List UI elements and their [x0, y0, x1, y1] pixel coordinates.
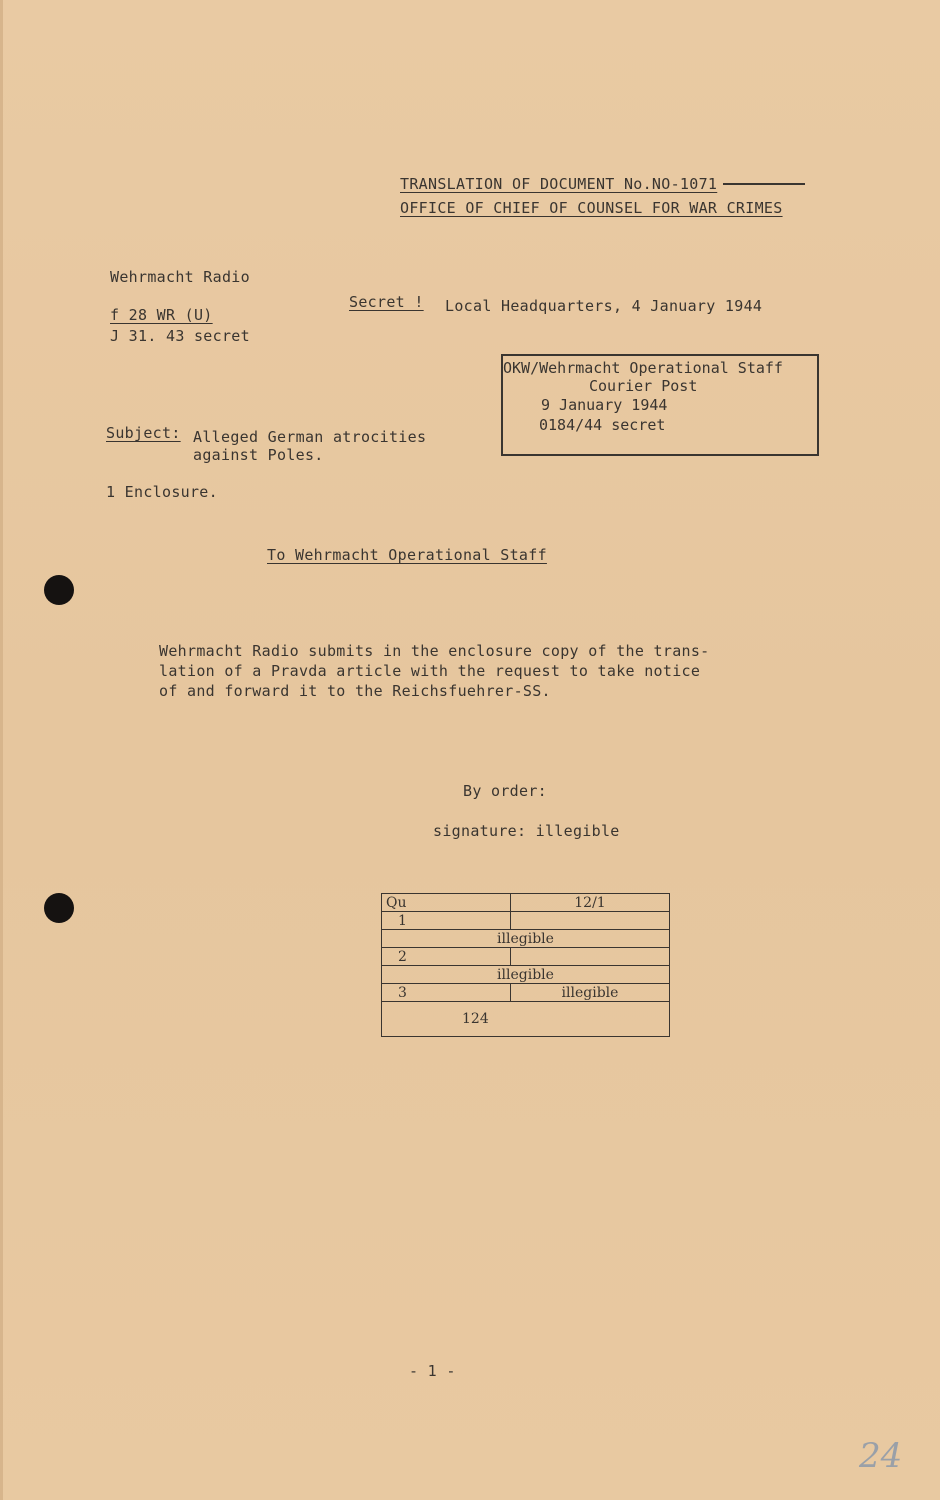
body-line-2: lation of a Pravda article with the request to take notice [159, 662, 701, 680]
file-reference: J 31. 43 secret [110, 327, 250, 345]
translation-heading: TRANSLATION OF DOCUMENT No.NO-1071 [400, 175, 718, 193]
table-cell: 1 [382, 912, 511, 930]
table-cell: 3 [382, 984, 511, 1002]
classification-label: Secret ! [349, 293, 424, 311]
table-cell: illegible [382, 930, 670, 948]
body-line-3: of and forward it to the Reichsfuehrer-SS. [159, 682, 551, 700]
punch-hole-top [44, 575, 74, 605]
by-order: By order: [463, 782, 547, 800]
body-line-1: Wehrmacht Radio submits in the enclosure copy of the trans- [159, 642, 710, 660]
stamp-number: 0184/44 secret [539, 416, 666, 434]
table-cell: 12/1 [511, 894, 670, 912]
header-rule [723, 183, 805, 185]
sender-reference: f 28 WR (U) [110, 306, 213, 324]
table-cell: 2 [382, 948, 511, 966]
place-date: Local Headquarters, 4 January 1944 [445, 297, 763, 315]
subject-line-1: Alleged German atrocities [193, 428, 427, 446]
sender-name: Wehrmacht Radio [110, 268, 250, 286]
table-cell [511, 912, 670, 930]
addressee: To Wehrmacht Operational Staff [267, 546, 547, 564]
table-cell: illegible [511, 984, 670, 1002]
subject-line-2: against Poles. [193, 446, 324, 464]
table-cell: Qu [382, 894, 511, 912]
table-cell [511, 948, 670, 966]
registry-table [381, 893, 670, 1037]
stamp-date: 9 January 1944 [541, 396, 668, 414]
signature-note: signature: illegible [433, 822, 620, 840]
handwritten-number: 24 [859, 1436, 903, 1476]
office-heading: OFFICE OF CHIEF OF COUNSEL FOR WAR CRIMES [400, 199, 783, 217]
table-cell: 124 [382, 1002, 670, 1037]
enclosure-note: 1 Enclosure. [106, 483, 218, 501]
subject-label: Subject: [106, 424, 181, 442]
stamp-office: OKW/Wehrmacht Operational Staff [503, 359, 783, 377]
table-cell: illegible [382, 966, 670, 984]
punch-hole-bottom [44, 893, 74, 923]
stamp-courier: Courier Post [589, 377, 698, 395]
page-number: - 1 - [409, 1362, 456, 1380]
receipt-stamp [501, 354, 819, 456]
